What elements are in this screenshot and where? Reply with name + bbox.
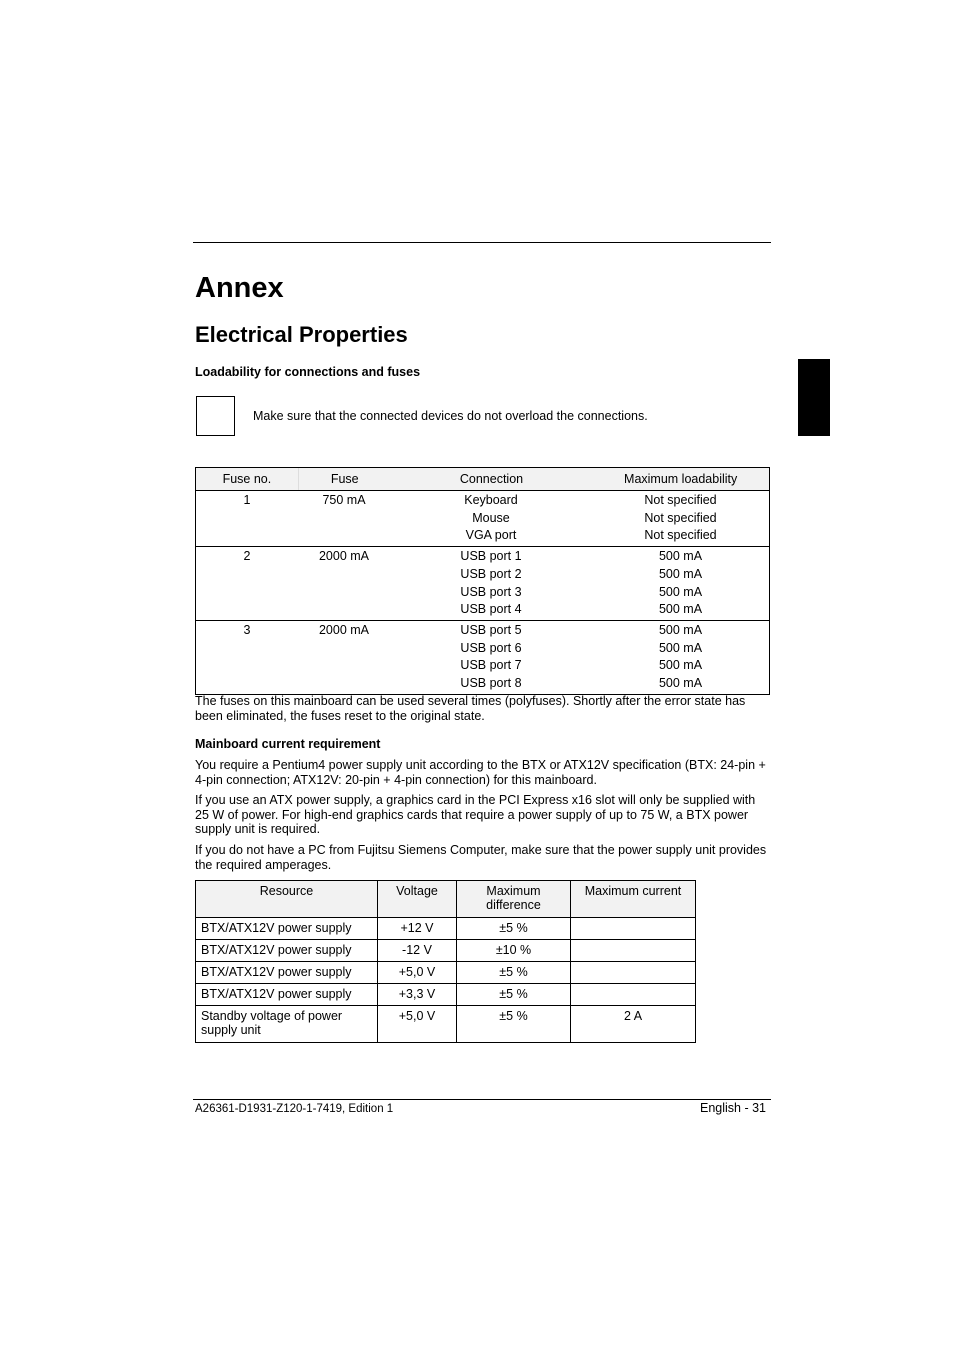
loadability-value: Not specified — [644, 493, 717, 507]
current-cell: 2 A — [571, 1006, 696, 1043]
resource-cell: BTX/ATX12V power supply — [196, 962, 378, 984]
difference-cell: ±5 % — [457, 984, 571, 1006]
fuse-number: 3 — [243, 622, 251, 637]
loadability-list — [592, 622, 769, 693]
loadability-value: Not specified — [644, 510, 717, 525]
current-requirement-heading: Mainboard current requirement — [195, 737, 381, 751]
fuse-table-header — [196, 468, 769, 491]
resource-cell: BTX/ATX12V power supply — [196, 940, 378, 962]
connection-name: USB port 4 — [460, 602, 522, 617]
header-max-loadability: Maximum loadability — [624, 472, 738, 486]
loadability-list — [592, 492, 769, 545]
amperage-paragraph: If you do not have a PC from Fujitsu Siemens Computer, make sure that the power supply unit provides the required amperages. — [195, 843, 767, 872]
difference-cell: ±5 % — [457, 1006, 571, 1043]
table-row — [196, 940, 696, 962]
page-number: English - 31 — [700, 1101, 767, 1115]
loadability-value: 500 mA — [658, 658, 703, 673]
fuse-rating: 2000 mA — [318, 549, 370, 564]
chapter-tab-marker — [798, 359, 830, 436]
table-row — [196, 918, 696, 940]
connection-name: USB port 2 — [460, 566, 522, 581]
fuse-number: 2 — [243, 549, 251, 564]
header-max-current: Maximum current — [571, 881, 696, 918]
connection-name: USB port 1 — [460, 549, 522, 564]
voltage-cell: +5,0 V — [378, 1006, 457, 1043]
fuse-rating: 2000 mA — [318, 622, 370, 637]
fuse-number: 1 — [243, 493, 251, 507]
fuse-group — [196, 621, 769, 694]
connection-name: VGA port — [465, 528, 517, 543]
current-cell — [571, 918, 696, 940]
loadability-value: 500 mA — [658, 584, 703, 599]
loadability-value: 500 mA — [658, 622, 703, 637]
voltage-cell: +3,3 V — [378, 984, 457, 1006]
header-connection: Connection — [459, 472, 524, 486]
difference-cell: ±10 % — [457, 940, 571, 962]
loadability-value: 500 mA — [658, 549, 703, 564]
connection-name: Mouse — [472, 510, 510, 525]
header-resource: Resource — [196, 881, 378, 918]
loadability-list — [592, 548, 769, 619]
resource-cell: BTX/ATX12V power supply — [196, 984, 378, 1006]
fuse-table — [195, 467, 770, 695]
current-cell — [571, 984, 696, 1006]
current-table — [195, 880, 696, 1043]
current-cell — [571, 940, 696, 962]
table-row — [196, 1006, 696, 1043]
connection-name: Keyboard — [464, 493, 518, 507]
bottom-rule — [193, 1099, 771, 1100]
table-row — [196, 962, 696, 984]
table-row — [196, 984, 696, 1006]
loadability-value: 500 mA — [658, 566, 703, 581]
connection-name: USB port 8 — [460, 676, 522, 691]
header-max-difference: Maximum difference — [457, 881, 571, 918]
difference-cell: ±5 % — [457, 918, 571, 940]
resource-cell: BTX/ATX12V power supply — [196, 918, 378, 940]
voltage-cell: +12 V — [378, 918, 457, 940]
atx-graphics-paragraph: If you use an ATX power supply, a graphics card in the PCI Express x16 slot will only be supplied with 25 W of power. For high-end graphics cards that require a power supply of up to 75 W, a BTX power supply unit is required. — [195, 793, 756, 836]
header-fuse-no: Fuse no. — [196, 468, 299, 490]
loadability-value: 500 mA — [658, 602, 703, 617]
current-cell — [571, 962, 696, 984]
header-fuse: Fuse — [330, 472, 359, 486]
voltage-cell: -12 V — [378, 940, 457, 962]
fuse-group — [196, 547, 769, 621]
document-id: A26361-D1931-Z120-1-7419, Edition 1 — [195, 1103, 394, 1115]
note-text: Make sure that the connected devices do not overload the connections. — [253, 409, 648, 423]
connection-name: USB port 6 — [460, 640, 522, 655]
fuse-table-body — [196, 491, 769, 694]
fuse-group — [196, 491, 769, 547]
connection-list — [390, 492, 592, 545]
connection-name: USB port 3 — [460, 584, 522, 599]
connection-name: USB port 7 — [460, 658, 522, 673]
loadability-value: 500 mA — [658, 640, 703, 655]
loadability-value: 500 mA — [658, 676, 703, 691]
top-rule — [193, 242, 771, 243]
loadability-value: Not specified — [644, 528, 717, 543]
current-table-header — [196, 881, 696, 918]
header-voltage: Voltage — [378, 881, 457, 918]
chapter-title: Annex — [195, 272, 284, 304]
voltage-cell: +5,0 V — [378, 962, 457, 984]
resource-cell: Standby voltage of power supply unit — [196, 1006, 378, 1043]
note-icon — [196, 396, 235, 436]
connection-name: USB port 5 — [460, 622, 522, 637]
fuse-rating: 750 mA — [322, 493, 366, 507]
connection-list — [390, 622, 592, 693]
current-table-body — [196, 918, 696, 1043]
section-title: Electrical Properties — [195, 322, 408, 347]
loadability-heading: Loadability for connections and fuses — [195, 365, 421, 379]
psu-spec-paragraph: You require a Pentium4 power supply unit according to the BTX or ATX12V specification (BTX: 24-pin + 4-pin connection; ATX12V: 20-pin + 4-pin connection) for this mainboard. — [195, 758, 766, 787]
polyfuse-paragraph: The fuses on this mainboard can be used several times (polyfuses). Shortly after the error state has been eliminated, the fuses reset to the original state. — [195, 694, 746, 723]
connection-list — [390, 548, 592, 619]
difference-cell: ±5 % — [457, 962, 571, 984]
